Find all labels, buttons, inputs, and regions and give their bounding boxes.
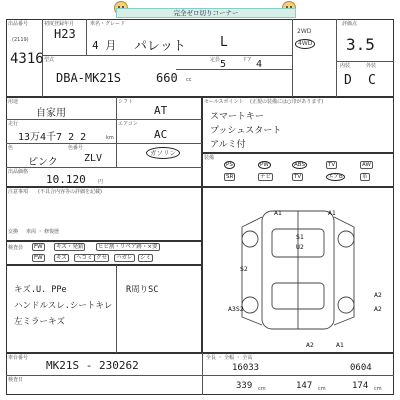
color-value: ピンク xyxy=(28,157,58,168)
ac-label: エアコン xyxy=(118,121,138,127)
sales-point-2: プッシュスタート xyxy=(210,126,282,136)
color-code-label: 色番号 xyxy=(68,145,84,151)
seats-value: 5 xyxy=(220,59,227,70)
damage-mark: A2 xyxy=(374,291,382,299)
exterior-value: C xyxy=(368,73,376,88)
damage-mark: A1 xyxy=(328,209,336,217)
check-item: シミ xyxy=(140,255,152,261)
interior-value: D xyxy=(344,73,352,88)
first-reg-year: H23 xyxy=(54,27,76,41)
trans-label: シフト xyxy=(118,99,134,105)
seats-label: 定員 xyxy=(210,57,221,63)
equipment-item: 革 xyxy=(362,174,368,180)
trans-value: AT xyxy=(154,104,168,117)
equipment-item: SR xyxy=(226,174,234,180)
damage-mark: S1 xyxy=(296,233,304,241)
mileage-unit: km xyxy=(106,135,114,141)
model-label: 車名・グレード xyxy=(90,21,126,27)
width-value: 147 xyxy=(296,381,313,391)
equipment-box xyxy=(202,153,394,187)
check-item: クセ xyxy=(96,255,108,261)
check-item: FW xyxy=(34,244,43,250)
banner-title: 完全ゼロ切りコーナー xyxy=(116,8,296,18)
sales-note: (正規の装備には○印があります) xyxy=(250,99,324,105)
sales-point-1: スマートキー xyxy=(210,112,264,122)
equipment-item: ABS xyxy=(294,162,305,168)
height-value: 174 xyxy=(352,381,369,391)
damage-mark: A2 xyxy=(306,341,314,349)
usage-label: 用途 xyxy=(8,99,19,105)
drive-2wd: 2WD xyxy=(297,28,312,35)
price-value: 10.120 xyxy=(46,173,86,186)
lot-label: 出品番号 xyxy=(8,21,29,27)
auction-sheet xyxy=(6,3,394,397)
sales-point-3: アルミ付 xyxy=(210,140,246,150)
note-3: 左ミラーキズ xyxy=(14,317,65,327)
damage-mark: A2 xyxy=(374,305,382,313)
equipment-item: エアB xyxy=(328,174,343,180)
doors-value: 4 xyxy=(256,59,263,70)
equipment-label: 装備 xyxy=(204,155,215,161)
length-unit: cm xyxy=(258,386,266,392)
height-unit: cm xyxy=(374,386,382,392)
cc-unit: cc xyxy=(186,77,192,83)
check-item: ヘコミ xyxy=(76,255,93,261)
chassis-value: MK21S - 230262 xyxy=(46,359,139,372)
mileage-label: 走行 xyxy=(8,121,19,127)
mileage-value: 13万4千7 2 2 xyxy=(18,132,87,143)
equipment-item: PW xyxy=(260,162,269,168)
note-1: キズ.U. PPe xyxy=(14,285,67,295)
width-unit: cm xyxy=(318,386,326,392)
code-value: 0604 xyxy=(350,363,372,373)
check-item: ハガレ xyxy=(116,255,133,261)
score-label: 評価点 xyxy=(342,21,358,27)
check-item: ヒビ割・リペア跡・×要 xyxy=(98,244,158,250)
fuel-value: ガソリン xyxy=(146,147,180,159)
interior-label: 内装 xyxy=(340,63,351,69)
note-2: ハンドルスレ.シートキレ xyxy=(14,301,113,311)
type-value: DBA-MK21S xyxy=(56,71,122,85)
car-diagram xyxy=(202,187,394,353)
damage-mark: U2 xyxy=(296,243,304,251)
length-value: 339 xyxy=(236,381,253,391)
note-4: R周りSC xyxy=(126,285,159,295)
equipment-item: PS xyxy=(226,162,233,168)
check-item: キズ・発錆 xyxy=(56,244,84,250)
first-reg-month: 4 月 xyxy=(92,39,117,52)
equipment-item: ナビ xyxy=(260,174,272,180)
remarks-label: 注意事項 xyxy=(8,189,29,195)
check-item: FW xyxy=(34,255,43,261)
lot-sub: (2119) xyxy=(12,37,29,43)
color-code: ZLV xyxy=(84,153,103,164)
damage-mark: S2 xyxy=(240,265,248,273)
replaced-label: 交換 xyxy=(8,229,19,235)
price-label: 出品価格 xyxy=(8,169,29,175)
equipment-item: TV xyxy=(294,174,302,180)
usage-value: 自家用 xyxy=(36,108,66,119)
doors-label: ドア xyxy=(242,57,252,63)
equipment-item: TV xyxy=(328,162,336,168)
model-name: パレット xyxy=(134,39,186,54)
price-unit: 円 xyxy=(98,179,104,185)
footer-inspect-label: 検査日 xyxy=(8,377,24,383)
equipment-item: AW xyxy=(362,162,371,168)
grade: L xyxy=(220,35,228,50)
type-label: 型式 xyxy=(44,57,55,63)
engine-cc: 660 xyxy=(156,71,178,85)
check-item: キズ xyxy=(56,255,67,261)
replaced-note: 車両 ・ 修復歴 xyxy=(26,229,60,235)
drive-4wd: 4WD xyxy=(295,39,315,49)
odo-value: 16033 xyxy=(232,363,260,373)
check-label: 検査員 xyxy=(8,245,24,251)
ac-value: AC xyxy=(154,128,168,141)
color-label: 色 xyxy=(8,145,14,151)
damage-mark: A1 xyxy=(336,341,344,349)
chassis-label: 車台番号 xyxy=(8,355,29,361)
sales-label: セールスポイント xyxy=(204,99,244,105)
damage-mark: A3S2 xyxy=(228,305,244,313)
dims-note: 全長 ・ 全幅 ・ 全高 xyxy=(206,355,253,361)
exterior-label: 外装 xyxy=(366,63,377,69)
first-reg-label: 初度登録年月 xyxy=(44,21,75,27)
score-value: 3.5 xyxy=(346,35,375,54)
remarks-note: (不具合内容等の詳細を記載) xyxy=(38,189,102,195)
lot-number: 4316 xyxy=(10,51,44,67)
damage-mark: A1 xyxy=(274,209,282,217)
